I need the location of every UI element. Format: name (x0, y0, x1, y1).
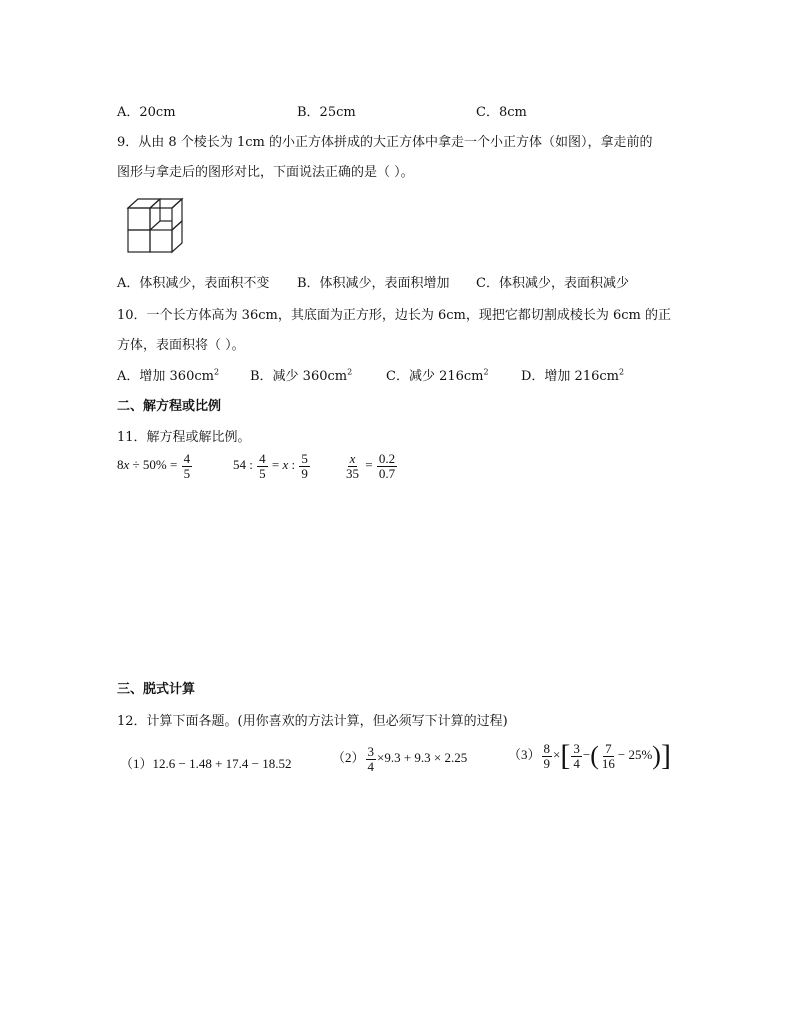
cube-front-bottom-left (128, 230, 150, 252)
q10-option-d: D．增加 $216cm^2$ (521, 367, 625, 384)
q10-option-c: C．减少 $216cm^2$ (386, 367, 489, 384)
cube-removed-edge-2 (150, 221, 160, 230)
q9-text-line1: 9．从由 8 个棱长为 1cm 的小正方体拼成的大正方体中拿走一个小正方体（如图），拿走前的 (117, 135, 653, 150)
q10-text-line1: 10．一个长方体高为 36cm，其底面为正方形，边长为 6cm，现把它都切割成棱长为 6cm 的正 (117, 308, 671, 323)
q12-prompt: 12．计算下面各题。(用你喜欢的方法计算，但必须写下计算的过程) (117, 714, 508, 729)
q9-option-c: C．体积减少，表面积减少 (476, 276, 629, 291)
section-2-heading: 二、解方程或比例 (117, 399, 222, 414)
q9-option-b: B．体积减少，表面积增加 (297, 276, 450, 291)
q8-option-b: B．25cm (297, 105, 356, 120)
q11-equation-2: 54 : $\frac{4}{5}$ = x : $\frac{5}{9}$ (233, 451, 308, 481)
q10-option-b: B．减少 $360cm^2$ (250, 367, 353, 384)
cube-figure (122, 193, 190, 257)
q11-prompt: 11．解方程或解比例。 (117, 430, 251, 445)
q11-equation-1: 8x ÷ 50% = $\frac{4}{5}$ (117, 451, 191, 481)
q10-text-line2: 方体，表面积将（ ）。 (117, 338, 245, 353)
q11-equation-3: $\frac{x}{35}$ = $\frac{0.2}{0.7}$ (346, 451, 396, 481)
q12-problem-1: （1）12.6 − 1.48 + 17.4 − 18.52 (120, 756, 292, 771)
q10-option-a: A．增加 $360cm^2$ (117, 367, 220, 384)
cube-side-bottom (172, 221, 182, 252)
section-3-heading: 三、脱式计算 (117, 682, 196, 697)
cube-front-top-left (128, 208, 150, 230)
q9-option-a: A．体积减少，表面积不变 (117, 276, 270, 291)
q12-problem-3: （3） $\frac{8}{9}$ ×[ $\frac{3}{4}$ −( $\frac{7}{16}$ − 25%)] (508, 739, 671, 772)
q8-option-a: A．20cm (117, 105, 176, 120)
q9-text-line2: 图形与拿走后的图形对比，下面说法正确的是（ ）。 (117, 165, 414, 180)
q8-option-c: C．8cm (476, 105, 527, 120)
q12-problem-2: （2） $\frac{3}{4}$ ×9.3 + 9.3 × 2.25 (332, 744, 468, 774)
cube-front-bottom-right (150, 230, 172, 252)
